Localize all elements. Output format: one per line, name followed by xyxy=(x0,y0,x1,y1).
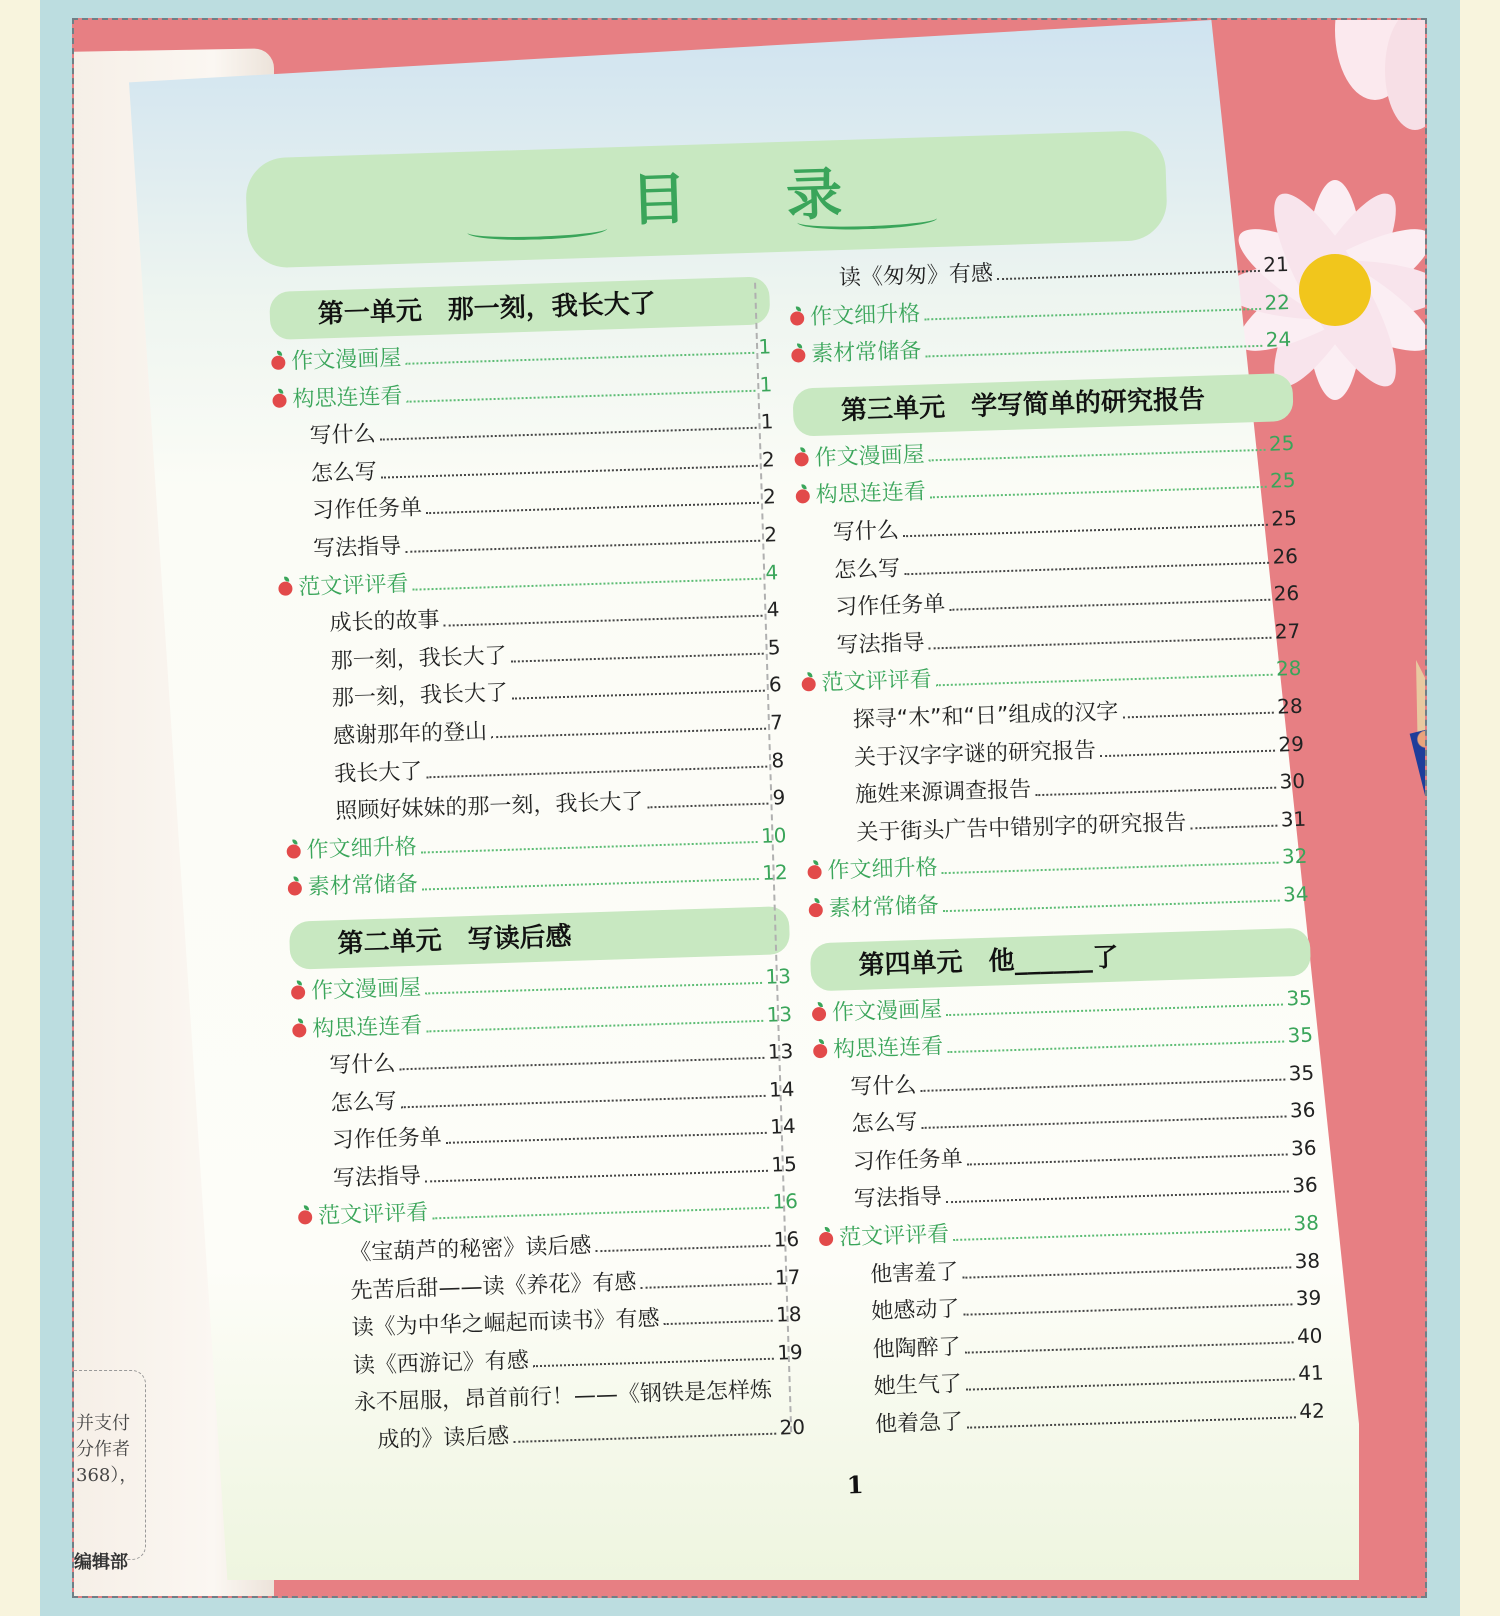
toc-entry-title: 素材常储备 xyxy=(307,871,419,901)
apple-icon xyxy=(819,1232,833,1246)
toc-entry-page: 14 xyxy=(769,1114,796,1139)
toc-entry-title: 读《西游记》有感 xyxy=(352,1348,530,1379)
dot-leader xyxy=(967,1416,1295,1428)
dot-leader xyxy=(936,674,1272,687)
toc-entry-title: 作文细升格 xyxy=(827,855,938,885)
toc-entry-title: 范文评评看 xyxy=(298,571,409,600)
dot-leader xyxy=(405,352,754,365)
toc-entry-title: 作文漫画屋 xyxy=(814,442,925,471)
toc-entry-title: 作文漫画屋 xyxy=(290,345,402,375)
apple-icon xyxy=(807,865,821,879)
toc-entry-page: 36 xyxy=(1289,1097,1316,1123)
toc-entry-title: 他着急了 xyxy=(874,1409,964,1438)
dot-leader xyxy=(965,1341,1293,1353)
toc-entry-title: 怎么写 xyxy=(330,1089,398,1117)
toc-entry-page: 39 xyxy=(1295,1285,1322,1311)
dot-leader xyxy=(664,1320,773,1325)
apple-icon xyxy=(794,452,808,466)
toc-entry-title: 那一刻，我长大了 xyxy=(331,681,509,712)
dot-leader xyxy=(904,561,1268,574)
toc-entry-title: 她感动了 xyxy=(871,1297,960,1325)
toc-entry-title: 构思连连看 xyxy=(292,383,403,412)
toc-entry-title: 施姓来源调查报告 xyxy=(854,777,1032,808)
dot-leader xyxy=(421,841,757,854)
dot-leader xyxy=(1190,824,1277,829)
toc-entry-page: 22 xyxy=(1264,289,1291,315)
dot-leader xyxy=(512,690,765,700)
dot-leader xyxy=(422,878,758,891)
dot-leader xyxy=(444,615,763,627)
dot-leader xyxy=(1122,712,1273,719)
toc-entry-title: 关于汉字字谜的研究报告 xyxy=(853,737,1097,771)
toc-column-left xyxy=(269,262,806,1462)
toc-entry-title: 读《为中华之崛起而读书》有感 xyxy=(351,1306,660,1342)
toc-entry-page: 2 xyxy=(761,447,775,472)
toc-entry-page: 38 xyxy=(1294,1248,1321,1273)
imprint-line: 368）， xyxy=(76,1465,138,1486)
dot-leader xyxy=(966,1379,1294,1391)
toc-entry-page: 14 xyxy=(768,1076,795,1102)
toc-entry-title: 写什么 xyxy=(832,518,900,546)
imprint-line: 并支付 xyxy=(76,1413,130,1434)
toc-entry-page: 9 xyxy=(772,785,786,810)
toc-entry-page: 7 xyxy=(769,710,784,735)
dot-leader xyxy=(946,1191,1288,1204)
dot-leader xyxy=(413,577,762,590)
dot-leader xyxy=(425,1170,767,1183)
dot-leader xyxy=(595,1245,770,1252)
dot-leader xyxy=(962,1266,1290,1278)
toc-entry-title: 构思连连看 xyxy=(815,479,927,509)
toc-entry-page: 4 xyxy=(766,597,780,622)
toc-entry-title: 写什么 xyxy=(329,1051,396,1079)
apple-icon xyxy=(291,985,305,999)
apple-icon xyxy=(271,356,285,370)
toc-entry-title: 写法指导 xyxy=(332,1163,422,1192)
toc-entry-title: 范文评评看 xyxy=(821,667,933,697)
toc-entry-page: 29 xyxy=(1277,731,1305,757)
apple-icon xyxy=(272,393,286,407)
apple-icon xyxy=(812,1006,826,1020)
apple-icon xyxy=(809,903,823,917)
toc-entry-title: 那一刻，我长大了 xyxy=(330,643,508,675)
toc-entry-title: 构思连连看 xyxy=(311,1013,423,1042)
toc-entry-title: 作文细升格 xyxy=(306,834,418,863)
dot-leader xyxy=(930,486,1266,499)
toc-entry-title: 习作任务单 xyxy=(834,592,946,621)
toc-entry-page: 24 xyxy=(1265,327,1292,352)
toc-entry-title: 作文漫画屋 xyxy=(831,996,943,1026)
dot-leader xyxy=(922,1116,1286,1129)
toc-entry-page: 38 xyxy=(1293,1210,1320,1236)
pencil xyxy=(1390,653,1427,1112)
toc-entry-title: 素材常储备 xyxy=(828,893,940,922)
toc-entry-title: 永不屈服，昂首前行！——《钢铁是怎样炼 xyxy=(353,1378,773,1417)
apple-icon xyxy=(790,311,804,325)
toc-entry-page: 6 xyxy=(768,672,783,697)
dot-leader xyxy=(405,540,760,553)
dot-leader xyxy=(943,900,1279,913)
dot-leader xyxy=(1035,787,1275,797)
toc-entry-page: 25 xyxy=(1270,505,1298,531)
dot-leader xyxy=(947,1041,1283,1054)
toc-entry-page: 20 xyxy=(779,1414,806,1440)
toc-entry-title: 习作任务单 xyxy=(852,1146,964,1176)
unit-heading: 第二单元 写读后感 xyxy=(289,906,790,970)
dot-leader xyxy=(953,1229,1289,1242)
dot-leader xyxy=(401,1095,765,1108)
toc-entry-page: 34 xyxy=(1282,881,1309,907)
toc-entry-title: 《宝葫芦的秘密》读后感 xyxy=(348,1233,592,1267)
toc-entry-title: 范文评评看 xyxy=(317,1200,429,1230)
toc-entry-page: 1 xyxy=(757,334,772,359)
toc-entry-page: 32 xyxy=(1281,844,1308,869)
toc-entry-page: 25 xyxy=(1269,468,1296,494)
toc-entry-title: 我长大了 xyxy=(333,758,423,787)
page-title: 目 录 xyxy=(629,159,884,234)
toc-entry-title: 感谢那年的登山 xyxy=(332,719,488,750)
dot-leader xyxy=(380,427,757,441)
toc-entry-title: 写法指导 xyxy=(836,630,925,659)
dot-leader xyxy=(407,389,756,402)
apple-icon xyxy=(288,882,302,896)
toc-entry-page: 36 xyxy=(1291,1173,1319,1198)
toc-entry-title: 写什么 xyxy=(309,421,377,450)
toc-entry-page: 13 xyxy=(766,1001,793,1027)
toc-entry-page: 17 xyxy=(774,1264,801,1290)
toc-entry-page: 19 xyxy=(776,1339,804,1365)
imprint-box xyxy=(74,1370,146,1560)
toc-entry-title: 写法指导 xyxy=(853,1184,943,1213)
toc-entry-title: 构思连连看 xyxy=(832,1034,944,1063)
dot-leader xyxy=(511,652,764,662)
apple-icon xyxy=(802,677,816,691)
toc-entry-title: 关于街头广告中错别字的研究报告 xyxy=(856,810,1187,846)
toc-entry-page: 36 xyxy=(1290,1135,1317,1161)
dot-leader xyxy=(903,524,1267,537)
dot-leader xyxy=(381,465,758,479)
toc-entry-page: 12 xyxy=(761,860,788,886)
dot-leader xyxy=(949,599,1269,611)
toc-entry-page: 2 xyxy=(763,522,778,547)
imprint-line: 分作者 xyxy=(76,1439,130,1460)
toc-entry-page: 15 xyxy=(770,1151,798,1177)
dot-leader xyxy=(491,728,766,739)
toc-entry-title: 她生气了 xyxy=(873,1372,963,1401)
dot-leader xyxy=(1100,749,1275,756)
toc-entry-page: 28 xyxy=(1275,656,1302,681)
unit-heading: 第三单元 学写简单的研究报告 xyxy=(792,373,1293,437)
dot-leader xyxy=(400,1057,764,1070)
toc-entry-title: 照顾好妹妹的那一刻，我长大了 xyxy=(335,789,644,825)
toc-entry-page: 35 xyxy=(1285,985,1313,1010)
dot-leader xyxy=(946,1003,1282,1016)
toc-entry-title: 习作任务单 xyxy=(311,495,423,525)
toc-entry-title: 他陶醉了 xyxy=(872,1334,962,1363)
toc-entry-title: 怎么写 xyxy=(833,555,901,583)
dot-leader xyxy=(432,1207,768,1220)
toc-entry-page: 8 xyxy=(770,747,785,773)
toc-entry-title: 范文评评看 xyxy=(838,1222,950,1251)
dot-leader xyxy=(533,1358,773,1368)
toc-entry-page: 35 xyxy=(1287,1022,1314,1048)
apple-icon xyxy=(278,581,292,595)
toc-entry-page: 16 xyxy=(772,1189,799,1215)
toc-entry-title: 他害羞了 xyxy=(869,1259,959,1288)
dot-leader xyxy=(647,803,768,809)
dot-leader xyxy=(426,1019,762,1032)
dot-leader xyxy=(924,307,1260,320)
toc-entry-title: 成长的故事 xyxy=(329,608,440,637)
dot-leader xyxy=(426,502,759,514)
dot-leader xyxy=(942,862,1278,875)
toc-entry-page: 41 xyxy=(1297,1360,1324,1386)
imprint-footer: 编辑部 xyxy=(74,1552,128,1573)
apple-icon xyxy=(791,348,805,362)
unit-heading: 第一单元 那一刻，我长大了 xyxy=(269,276,770,340)
dot-leader xyxy=(997,270,1259,280)
toc-entry-page: 10 xyxy=(760,822,787,848)
pencil-body xyxy=(1410,722,1427,1122)
toc-entry-title: 探寻“木”和“日”组成的汉字 xyxy=(852,699,1119,733)
toc-entry-title: 作文细升格 xyxy=(809,301,921,330)
toc-entry-page: 25 xyxy=(1268,430,1295,456)
dot-leader xyxy=(921,1078,1285,1091)
toc-entry-page: 4 xyxy=(765,559,779,585)
toc-entry-page: 31 xyxy=(1280,806,1307,832)
toc-entry-page: 21 xyxy=(1262,251,1290,277)
pencil-tip xyxy=(1400,656,1427,732)
toc-entry-page: 1 xyxy=(760,409,774,434)
apple-icon xyxy=(292,1023,306,1037)
toc-entry-title: 怎么写 xyxy=(851,1110,918,1138)
toc-entry-page: 40 xyxy=(1296,1323,1323,1349)
photo-frame xyxy=(72,18,1427,1598)
toc-entry-page: 16 xyxy=(773,1226,800,1252)
toc-column-right xyxy=(788,246,1325,1446)
toc-entry-title: 素材常储备 xyxy=(810,338,922,368)
toc-entry-page: 26 xyxy=(1273,580,1300,606)
toc-entry-title: 作文漫画屋 xyxy=(310,975,422,1004)
toc-entry-title: 写什么 xyxy=(849,1072,917,1100)
toc-entry-page: 27 xyxy=(1274,618,1301,644)
apple-icon xyxy=(286,844,300,858)
toc-entry-page: 26 xyxy=(1272,543,1299,569)
toc-entry-title: 先苦后甜——读《养花》有感 xyxy=(350,1269,637,1304)
toc-entry-page: 2 xyxy=(762,484,777,509)
toc-entry-title: 成的》读后感 xyxy=(376,1424,510,1454)
apple-icon xyxy=(796,490,810,504)
dot-leader xyxy=(967,1153,1287,1165)
dot-leader xyxy=(425,982,761,995)
dot-leader xyxy=(446,1132,766,1144)
dot-leader xyxy=(964,1304,1292,1316)
flower-petal-icon xyxy=(1285,18,1427,150)
toc-entry-page: 28 xyxy=(1276,693,1304,719)
toc-entry-title: 怎么写 xyxy=(310,459,378,487)
toc-entry-page: 42 xyxy=(1298,1398,1326,1424)
toc-entry-page: 5 xyxy=(767,634,781,660)
dot-leader xyxy=(426,765,767,778)
toc-entry-page: 30 xyxy=(1279,768,1306,794)
dot-leader xyxy=(929,449,1265,462)
dot-leader xyxy=(929,636,1271,649)
toc-entry-page: 1 xyxy=(759,371,773,397)
dot-leader xyxy=(641,1282,772,1288)
toc-entry-title: 读《匆匆》有感 xyxy=(838,261,994,292)
dot-leader xyxy=(925,345,1261,358)
toc-sheet xyxy=(204,95,1350,1598)
toc-entry-page: 13 xyxy=(767,1039,794,1064)
page-number: 1 xyxy=(846,1469,865,1500)
toc-entry-page: 13 xyxy=(765,963,792,989)
toc-entry-title: 写法指导 xyxy=(312,533,402,562)
unit-heading: 第四单元 他______了 xyxy=(810,927,1311,991)
apple-icon xyxy=(298,1211,312,1225)
apple-icon xyxy=(813,1044,827,1058)
toc-entry-page: 18 xyxy=(775,1302,802,1327)
dot-leader xyxy=(513,1433,775,1443)
toc-entry-title: 习作任务单 xyxy=(331,1125,443,1154)
toc-entry-page: 35 xyxy=(1288,1060,1315,1086)
